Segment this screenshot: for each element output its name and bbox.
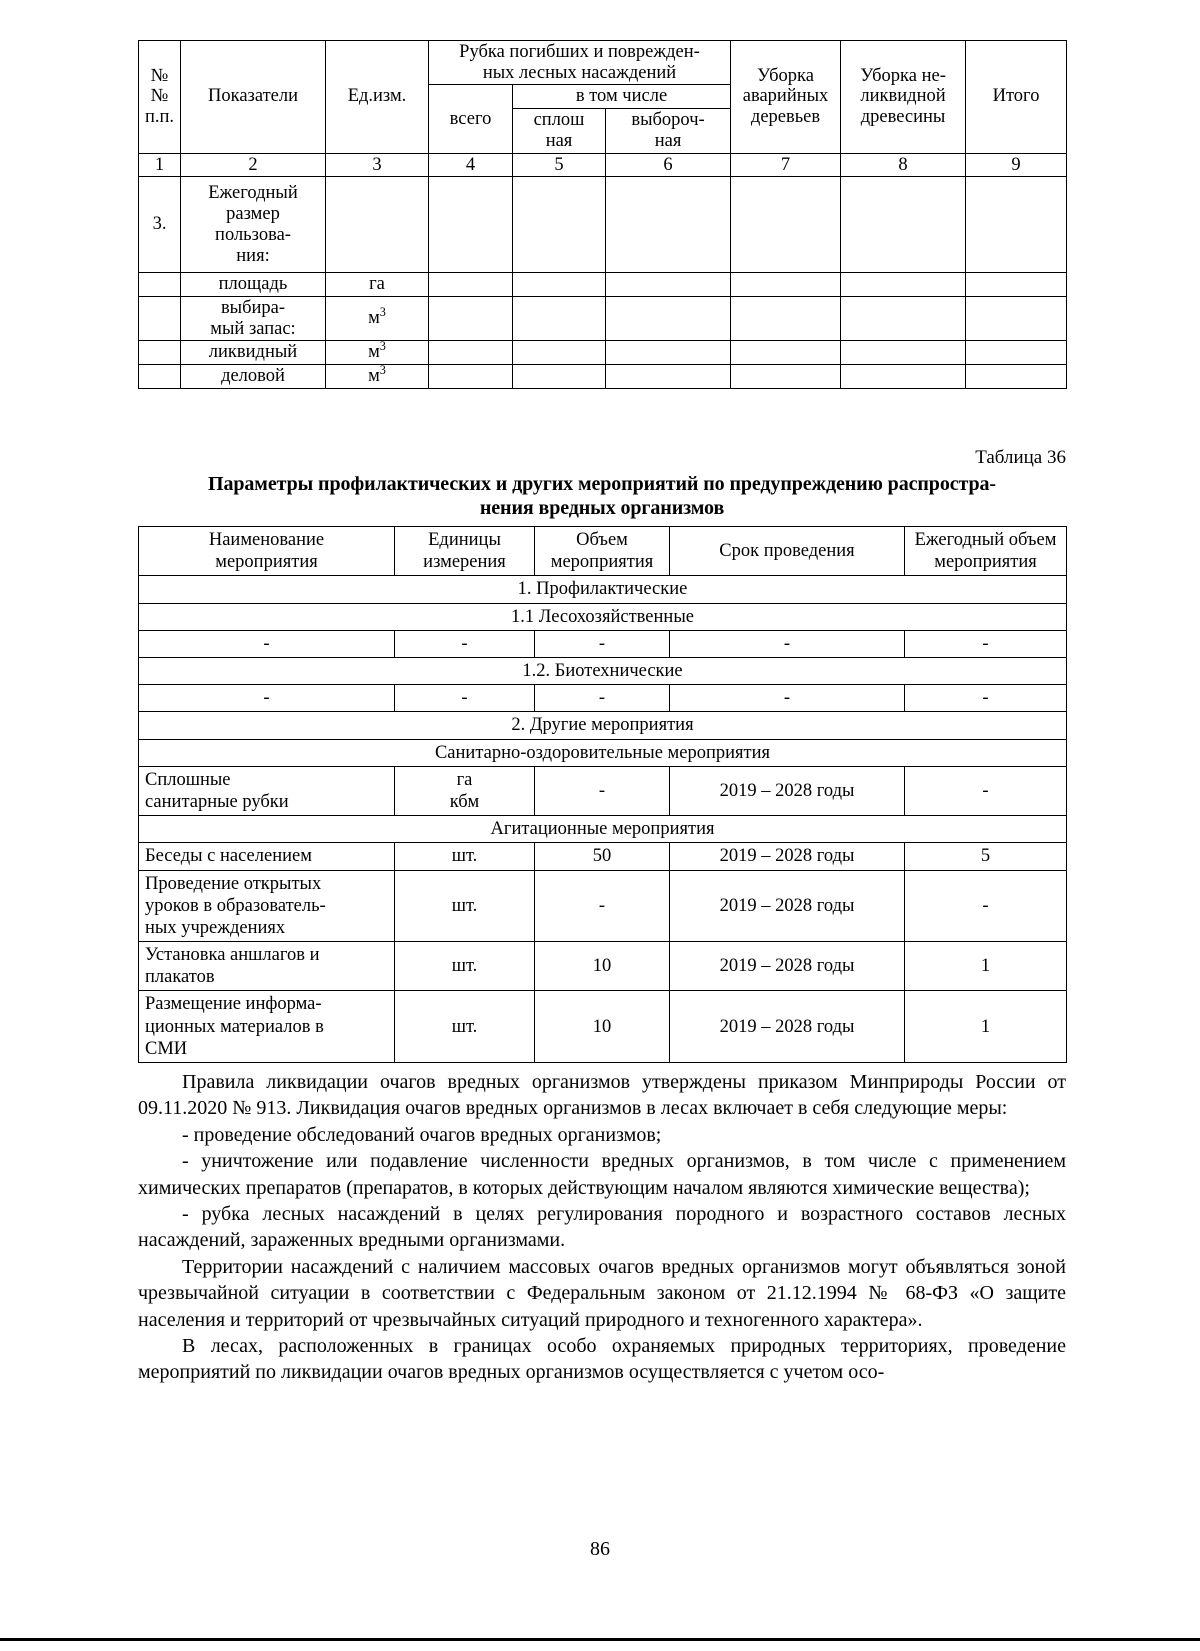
cell-annual: 1	[905, 991, 1067, 1063]
row-unit: $м^3$	[326, 341, 429, 365]
header-cell-selective: выбороч- ная	[606, 109, 731, 153]
table36-data-row	[139, 685, 1067, 712]
section-label: Агитационные мероприятия	[139, 816, 1067, 843]
row-no: 3.	[139, 177, 181, 273]
header-cell-nonliquid-removal: Уборка не- ликвидной древесины	[841, 41, 966, 154]
row-no	[139, 341, 181, 365]
header-cell-including: в том числе	[513, 85, 731, 109]
table36-data-row	[139, 843, 1067, 870]
row-indicator: деловой	[181, 365, 326, 389]
colnum-8: 8	[841, 153, 966, 177]
cell-volume: -	[535, 766, 670, 815]
cell-period: 2019 – 2028 годы	[670, 766, 905, 815]
cell-period: 2019 – 2028 годы	[670, 870, 905, 942]
colnum-6: 6	[606, 153, 731, 177]
cell-units: шт.	[395, 991, 535, 1063]
table-row	[139, 177, 1067, 273]
row-c4	[429, 341, 513, 365]
row-c7	[731, 365, 841, 389]
cell-units: шт.	[395, 843, 535, 870]
header-cell-period: Срок проведения	[670, 527, 905, 576]
table-row	[139, 273, 1067, 297]
header-cell-emergency-removal: Уборка аварийных деревьев	[731, 41, 841, 154]
cell-volume: -	[535, 685, 670, 712]
row-c8	[841, 297, 966, 341]
paragraph-measure-survey: - проведение обследований очагов вредных организмов;	[182, 1123, 662, 1146]
row-c6	[606, 177, 731, 273]
cell-annual: 5	[905, 843, 1067, 870]
row-c5	[513, 341, 606, 365]
table36-section-row	[139, 712, 1067, 739]
row-unit: $м^3$	[326, 297, 429, 341]
row-c7	[731, 273, 841, 297]
cell-volume: -	[535, 870, 670, 942]
row-c5	[513, 365, 606, 389]
row-c4	[429, 365, 513, 389]
colnum-5: 5	[513, 153, 606, 177]
paragraph-rules-approval: Правила ликвидации очагов вредных организмов утверждены приказом Минприроды России от 09.11.2020 № 913. Ликвидация очагов вредных организмов в лесах включает в себя следующие меры:	[138, 1071, 1066, 1120]
cell-volume: 50	[535, 843, 670, 870]
row-c9	[966, 177, 1067, 273]
cell-measure-name: Размещение информа- ционных материалов в СМИ	[139, 991, 395, 1063]
cell-units: -	[395, 630, 535, 657]
header-cell-unit: Ед.изм.	[326, 41, 429, 154]
table-annual-use	[138, 40, 1067, 389]
cell-period: -	[670, 630, 905, 657]
table36-section-row	[139, 816, 1067, 843]
header-cell-all: всего	[429, 85, 513, 153]
table-36-title	[138, 473, 1066, 520]
row-c4	[429, 297, 513, 341]
section-label: 2. Другие мероприятия	[139, 712, 1067, 739]
paragraph-emergency-zone: Территории насаждений с наличием массовых очагов вредных организмов могут объявляться зоной чрезвычайной ситуации в соответствии с Федеральным законом от 21.12.1994 № 68-ФЗ «О защите населения и территорий от чрезвычайных ситуаций природного и техногенного характера».	[138, 1255, 1066, 1331]
cell-volume: 10	[535, 942, 670, 991]
row-c8	[841, 177, 966, 273]
table36-section-row	[139, 576, 1067, 603]
table36-data-row	[139, 766, 1067, 815]
row-c7	[731, 341, 841, 365]
table-36-title-line2: нения вредных организмов	[479, 496, 725, 519]
table36-header-row	[139, 527, 1067, 576]
unit-exponent: 3	[379, 339, 386, 354]
row-no	[139, 273, 181, 297]
paragraph-protected-areas: В лесах, расположенных в границах особо охраняемых природных территориях, проведение мероприятий по ликвидации очагов вредных организмов осуществляется с учетом осо-	[138, 1334, 1066, 1384]
cell-measure-name: Проведение открытых уроков в образователь- ных учреждениях	[139, 870, 395, 942]
cell-annual: -	[905, 870, 1067, 942]
header-cell-felling-group: Рубка погибших и поврежден- ных лесных насаждений	[429, 41, 731, 85]
row-unit: $м^3$	[326, 365, 429, 389]
row-c5	[513, 273, 606, 297]
cell-annual: -	[905, 685, 1067, 712]
table36-data-row	[139, 942, 1067, 991]
section-label: Санитарно-оздоровительные мероприятия	[139, 739, 1067, 766]
cell-annual: -	[905, 766, 1067, 815]
unit-exponent: 3	[379, 305, 386, 320]
cell-period: 2019 – 2028 годы	[670, 942, 905, 991]
row-c9	[966, 365, 1067, 389]
colnum-7: 7	[731, 153, 841, 177]
cell-period: 2019 – 2028 годы	[670, 991, 905, 1063]
table36-section-row	[139, 739, 1067, 766]
page-content	[138, 40, 1066, 1386]
colnum-4: 4	[429, 153, 513, 177]
cell-period: 2019 – 2028 годы	[670, 843, 905, 870]
page-number: 86	[590, 1538, 610, 1560]
table-36-label: Таблица 36	[975, 446, 1066, 468]
section-label: 1. Профилактические	[139, 576, 1067, 603]
header-cell-units: Единицы измерения	[395, 527, 535, 576]
header-cell-volume: Объем мероприятия	[535, 527, 670, 576]
paragraph-measure-destruction: - уничтожение или подавление численности вредных организмов, в том числе с применением химических препаратов (препаратов, в которых действующим началом являются химические вещества);	[138, 1150, 1066, 1199]
row-c8	[841, 273, 966, 297]
row-indicator: ликвидный	[181, 341, 326, 365]
table36-data-row	[139, 870, 1067, 942]
table36-data-row	[139, 991, 1067, 1063]
table-row	[139, 341, 1067, 365]
colnum-9: 9	[966, 153, 1067, 177]
cell-measure-name: -	[139, 630, 395, 657]
row-c5	[513, 177, 606, 273]
cell-units: шт.	[395, 870, 535, 942]
header-cell-annual-volume: Ежегодный объем мероприятия	[905, 527, 1067, 576]
section-label: 1.2. Биотехнические	[139, 658, 1067, 685]
cell-units: шт.	[395, 942, 535, 991]
row-c9	[966, 297, 1067, 341]
table-36-title-line1: Параметры профилактических и других мероприятий по предупреждению распростра-	[208, 472, 996, 495]
row-unit	[326, 177, 429, 273]
row-indicator: площадь	[181, 273, 326, 297]
footer-rule	[0, 1638, 1200, 1641]
row-c6	[606, 297, 731, 341]
table36-section-row	[139, 658, 1067, 685]
table36-data-row	[139, 630, 1067, 657]
table-row	[139, 297, 1067, 341]
header-cell-measure-name: Наименование мероприятия	[139, 527, 395, 576]
row-indicator: Ежегодный размер пользова- ния:	[181, 177, 326, 273]
row-c6	[606, 341, 731, 365]
header-cell-no: № № п.п.	[139, 41, 181, 154]
table36-section-row	[139, 603, 1067, 630]
section-gap	[138, 389, 1066, 447]
header-cell-clearcut: сплош ная	[513, 109, 606, 153]
table-row	[139, 365, 1067, 389]
cell-annual: -	[905, 630, 1067, 657]
row-c8	[841, 365, 966, 389]
cell-measure-name: Беседы с населением	[139, 843, 395, 870]
row-indicator: выбира- мый запас:	[181, 297, 326, 341]
row-c9	[966, 341, 1067, 365]
cell-measure-name: Сплошные санитарные рубки	[139, 766, 395, 815]
cell-units: -	[395, 685, 535, 712]
row-c6	[606, 273, 731, 297]
cell-period: -	[670, 685, 905, 712]
unit-exponent: 3	[379, 363, 386, 378]
row-no	[139, 297, 181, 341]
row-unit: га	[326, 273, 429, 297]
row-c4	[429, 177, 513, 273]
cell-measure-name: -	[139, 685, 395, 712]
row-c6	[606, 365, 731, 389]
row-c5	[513, 297, 606, 341]
section-label: 1.1 Лесохозяйственные	[139, 603, 1067, 630]
row-c4	[429, 273, 513, 297]
header-cell-total: Итого	[966, 41, 1067, 154]
row-c9	[966, 273, 1067, 297]
cell-annual: 1	[905, 942, 1067, 991]
cell-units: га кбм	[395, 766, 535, 815]
cell-volume: -	[535, 630, 670, 657]
row-c7	[731, 177, 841, 273]
row-c8	[841, 341, 966, 365]
table-column-numbers-row	[139, 153, 1067, 177]
colnum-1: 1	[139, 153, 181, 177]
header-cell-indicators: Показатели	[181, 41, 326, 154]
cell-volume: 10	[535, 991, 670, 1063]
table-header-row-1	[139, 41, 1067, 85]
table-preventive-measures	[138, 526, 1067, 1063]
colnum-2: 2	[181, 153, 326, 177]
cell-measure-name: Установка аншлагов и плакатов	[139, 942, 395, 991]
colnum-3: 3	[326, 153, 429, 177]
row-c7	[731, 297, 841, 341]
row-no	[139, 365, 181, 389]
paragraph-measure-felling: - рубка лесных насаждений в целях регулирования породного и возрастного составов лесных насаждений, зараженных вредными организмами.	[138, 1202, 1066, 1252]
